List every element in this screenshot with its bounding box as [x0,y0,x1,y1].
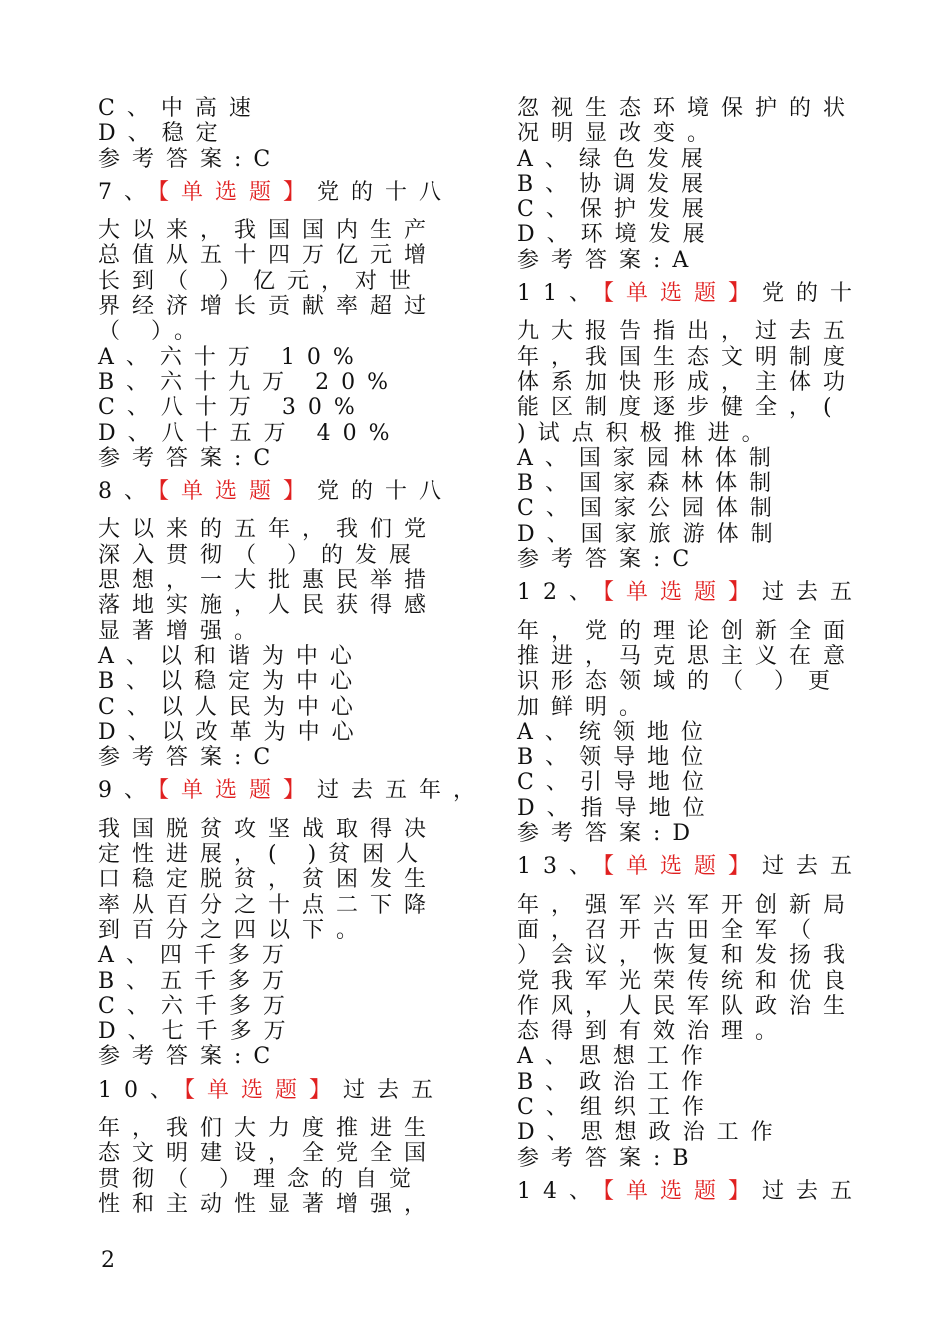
question-line: 率从百分之十点二下降 [98,892,439,918]
continued-block [98,96,438,172]
question-11-body [517,319,857,572]
option-a: A、以和谐为中心 [98,643,364,669]
option-d: D、以改革为中心 [98,719,366,745]
question-number: 10、 [98,1077,184,1103]
question-line: 口稳定脱贫，贫困发生 [98,867,439,893]
option-a: A、绿色发展 [517,146,715,172]
option-d: D、稳定 [98,121,230,147]
question-line: 大以来的五年，我们党 [98,517,439,543]
question-line: 显著增强。 [98,618,269,644]
question-8-header [98,479,454,505]
question-number: 9、 [98,778,158,804]
left-column [98,96,488,1217]
option-b: B、政治工作 [517,1069,716,1095]
question-line: ）会议，恢复和发扬我 [517,943,858,969]
question-number: 12、 [517,580,603,606]
question-7-body [98,218,438,471]
question-9-body [98,817,438,1070]
question-7-header [98,179,454,205]
option-d: D、环境发展 [517,222,717,248]
question-line: 党我军光荣传统和优良 [517,968,858,994]
right-column [517,96,865,1217]
question-line: 我国脱贫攻坚战取得决 [98,816,439,842]
question-line: 界经济增长贡献率超过 [98,294,439,320]
question-9-header [98,778,488,804]
question-12-header [517,580,865,606]
question-10-header [98,1077,446,1103]
question-line: )试点积极推进。 [517,420,776,446]
question-number: 8、 [98,479,158,505]
question-line: （ ）。 [98,319,208,345]
question-line: 忽视生态环境保护的状 [517,96,858,121]
question-number: 13、 [517,854,603,880]
question-line: 作风，人民军队政治生 [517,993,858,1019]
option-c: C、国家公园体制 [517,496,784,522]
question-number: 14、 [517,1178,603,1204]
question-line: 落地实施，人民获得感 [98,593,439,619]
option-b: B、国家森林体制 [517,471,784,497]
option-a: A、国家园林体制 [517,445,783,471]
answer-line: 参考答案:B [517,1145,701,1171]
question-line: 性和主动性显著增强， [98,1191,439,1217]
option-c: C、以人民为中心 [98,694,365,720]
answer-line: 参考答案:D [517,821,703,847]
question-line: 年，我国生态文明制度 [517,344,858,370]
question-line: 况明显改变。 [517,121,722,147]
question-11-header [517,281,865,307]
question-13-header [517,854,865,880]
option-b: B、六十九万 20% [98,369,401,395]
question-type-tag: 【单选题】 [158,479,318,505]
option-b: B、协调发展 [517,171,716,197]
question-number: 7、 [98,179,158,205]
option-b: B、领导地位 [517,745,716,771]
question-line: 到百分之四以下。 [98,917,371,943]
question-line: 大以来，我国国内生产 [98,218,439,244]
answer-line: 参考答案:C [98,745,283,771]
question-type-tag: 【单选题】 [158,778,318,804]
answer-line: 参考答案:A [517,247,701,273]
option-c: C、组织工作 [517,1094,716,1120]
question-line: 贯彻（ ）理念的自觉 [98,1166,423,1192]
option-c: C、六千多万 [98,993,297,1019]
question-line: 年，我们大力度推进生 [98,1115,439,1141]
question-type-tag: 【单选题】 [603,580,763,606]
option-d: D、国家旅游体制 [517,521,785,547]
question-line: 深入贯彻（ ）的发展 [98,542,423,568]
question-line: 思想，一大批惠民举措 [98,568,439,594]
question-line: 九大报告指出，过去五 [517,319,858,345]
question-line: 长到（ ）亿元，对世 [98,268,423,294]
question-lead: 过去五 [762,1178,865,1204]
question-type-tag: 【单选题】 [184,1077,344,1103]
option-a: A、思想工作 [517,1044,715,1070]
option-c: C、引导地位 [517,770,716,796]
question-type-tag: 【单选题】 [158,179,318,205]
question-type-tag: 【单选题】 [603,854,763,880]
question-line: 面，召开古田全军（ [517,917,824,943]
option-a: A、六十万 10% [98,344,366,370]
question-type-tag: 【单选题】 [603,281,763,307]
question-line: 定性进展，( )贫困人 [98,842,431,868]
question-line: 年，强军兴军开创新局 [517,892,858,918]
continued-block [517,96,857,273]
question-lead: 党的十八 [317,479,454,505]
question-line: 加鲜明。 [517,694,654,720]
question-line: 年，党的理论创新全面 [517,618,858,644]
question-type-tag: 【单选题】 [603,1178,763,1204]
question-14-header [517,1178,865,1204]
question-8-body [98,517,438,770]
question-lead: 过去五 [343,1077,446,1103]
question-lead: 过去五年， [317,778,488,804]
question-line: 态得到有效治理。 [517,1019,790,1045]
option-d: D、七千多万 [98,1019,298,1045]
question-lead: 过去五 [762,580,865,606]
question-10-body [98,1116,438,1217]
option-c: C、八十万 30% [98,395,367,421]
option-d: D、八十五万 40% [98,420,402,446]
question-12-body [517,619,857,847]
question-line: 态文明建设，全党全国 [98,1141,439,1167]
question-line: 能区制度逐步健全，( [517,395,844,421]
option-b: B、以稳定为中心 [98,669,365,695]
question-number: 11、 [517,281,603,307]
question-lead: 过去五 [762,854,865,880]
option-b: B、五千多万 [98,968,297,994]
page-number: 2 [101,1248,115,1273]
question-13-body [517,893,857,1171]
answer-line: 参考答案:C [98,1044,283,1070]
answer-line: 参考答案:C [98,146,283,172]
question-line: 推进，马克思主义在意 [517,643,858,669]
question-lead: 党的十八 [317,179,454,205]
option-d: D、指导地位 [517,795,717,821]
question-lead: 党的十 [762,281,865,307]
answer-line: 参考答案:C [98,445,283,471]
option-a: A、统领地位 [517,719,715,745]
option-c: C、中高速 [98,96,263,121]
option-c: C、保护发展 [517,197,716,223]
question-line: 体系加快形成，主体功 [517,369,858,395]
option-a: A、四千多万 [98,943,296,969]
option-d: D、思想政治工作 [517,1120,785,1146]
question-line: 总值从五十四万亿元增 [98,243,439,269]
answer-line: 参考答案:C [517,547,702,573]
question-line: 识形态领域的（ ）更 [517,669,842,695]
